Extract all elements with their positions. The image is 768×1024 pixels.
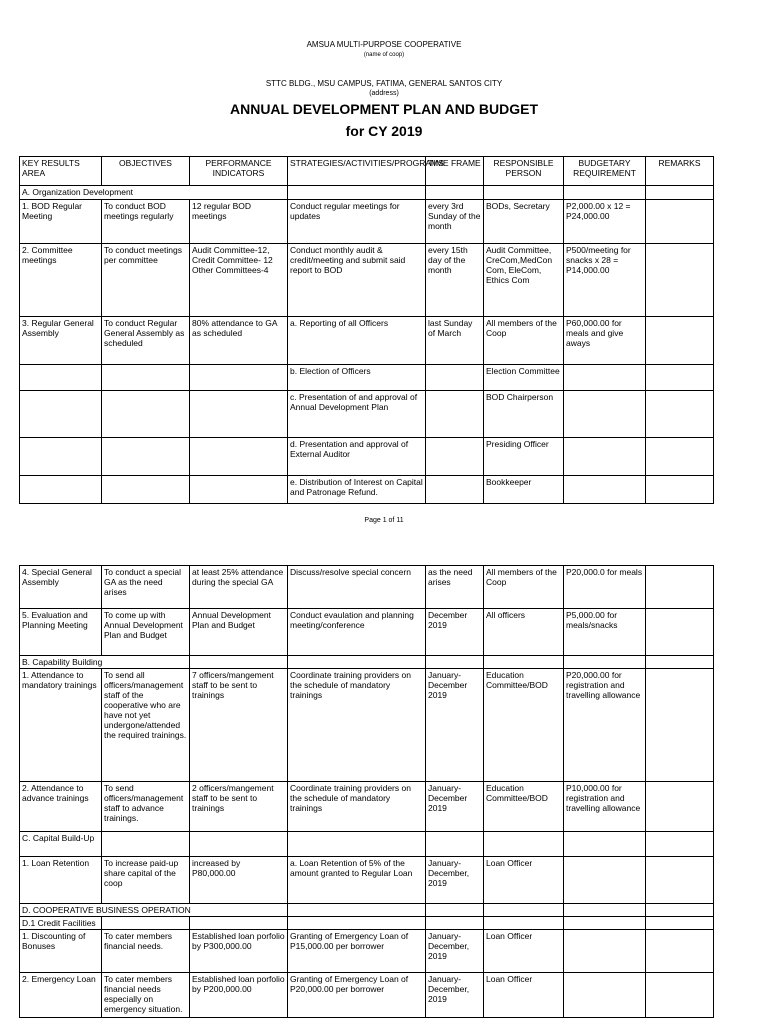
section-row bbox=[20, 904, 714, 917]
cell-budget bbox=[564, 391, 646, 438]
cell-remarks bbox=[646, 391, 714, 438]
empty-cell bbox=[288, 832, 426, 857]
table-row bbox=[20, 857, 714, 904]
empty-cell bbox=[190, 656, 288, 669]
cell-obj: To increase paid-up share capital of the coop bbox=[102, 857, 190, 904]
cell-time bbox=[426, 476, 484, 504]
cell-resp: BODs, Secretary bbox=[484, 200, 564, 244]
empty-cell bbox=[646, 904, 714, 917]
table-row bbox=[20, 609, 714, 656]
cell-strat: Coordinate training providers on the schedule of mandatory trainings bbox=[288, 782, 426, 832]
empty-cell bbox=[484, 917, 564, 930]
cell-remarks bbox=[646, 244, 714, 317]
cell-strat: Conduct regular meetings for updates bbox=[288, 200, 426, 244]
empty-cell bbox=[288, 904, 426, 917]
cell-budget: P2,000.00 x 12 = P24,000.00 bbox=[564, 200, 646, 244]
cell-obj: To conduct a special GA as the need arises bbox=[102, 566, 190, 609]
cell-strat: d. Presentation and approval of External Auditor bbox=[288, 438, 426, 476]
page-footer: Page 1 of 11 bbox=[364, 517, 404, 524]
cell-budget: P500/meeting for snacks x 28 = P14,000.00 bbox=[564, 244, 646, 317]
cell-pi bbox=[190, 365, 288, 391]
empty-cell bbox=[646, 832, 714, 857]
cell-pi: 2 officers/mangement staff to be sent to trainings bbox=[190, 782, 288, 832]
cell-obj: To conduct meetings per committee bbox=[102, 244, 190, 317]
cell-resp: All members of the Coop bbox=[484, 317, 564, 365]
col-header: BUDGETARY REQUIREMENT bbox=[564, 157, 646, 186]
empty-cell bbox=[484, 904, 564, 917]
cell-remarks bbox=[646, 782, 714, 832]
empty-cell bbox=[646, 656, 714, 669]
cell-pi bbox=[190, 391, 288, 438]
col-header: TIME FRAME bbox=[426, 157, 484, 186]
coop-name: AMSUA MULTI-PURPOSE COOPERATIVE bbox=[306, 40, 462, 49]
cell-kra: 1. Loan Retention bbox=[20, 857, 102, 904]
cell-remarks bbox=[646, 317, 714, 365]
cell-strat: a. Reporting of all Officers bbox=[288, 317, 426, 365]
cell-time: as the need arises bbox=[426, 566, 484, 609]
table-row bbox=[20, 391, 714, 438]
cell-time: January-December, 2019 bbox=[426, 930, 484, 973]
cell-strat: Granting of Emergency Loan of P15,000.00 per borrower bbox=[288, 930, 426, 973]
cell-budget bbox=[564, 476, 646, 504]
cell-resp: Presiding Officer bbox=[484, 438, 564, 476]
cell-obj: To conduct BOD meetings regularly bbox=[102, 200, 190, 244]
empty-cell bbox=[288, 917, 426, 930]
coop-name-caption: (name of coop) bbox=[363, 52, 405, 58]
cell-time: every 15th day of the month bbox=[426, 244, 484, 317]
cell-resp: All members of the Coop bbox=[484, 566, 564, 609]
cell-obj bbox=[102, 391, 190, 438]
table-row bbox=[20, 669, 714, 782]
document-subtitle: for CY 2019 bbox=[345, 123, 423, 139]
empty-cell bbox=[190, 917, 288, 930]
col-header: STRATEGIES/ACTIVITIES/PROGRAMS bbox=[288, 157, 426, 186]
empty-cell bbox=[426, 656, 484, 669]
table-row bbox=[20, 365, 714, 391]
cell-obj: To come up with Annual Development Plan and Budget bbox=[102, 609, 190, 656]
cell-resp: Loan Officer bbox=[484, 857, 564, 904]
cell-kra bbox=[20, 476, 102, 504]
empty-cell bbox=[288, 656, 426, 669]
section-label: B. Capability Building bbox=[20, 656, 190, 669]
cell-strat: Conduct monthly audit & credit/meeting and submit said report to BOD bbox=[288, 244, 426, 317]
cell-remarks bbox=[646, 669, 714, 782]
empty-cell bbox=[426, 832, 484, 857]
cell-resp: All officers bbox=[484, 609, 564, 656]
empty-cell bbox=[564, 917, 646, 930]
table-row bbox=[20, 973, 714, 1018]
cell-remarks bbox=[646, 973, 714, 1018]
cell-kra: 1. Attendance to mandatory trainings bbox=[20, 669, 102, 782]
cell-pi: Annual Development Plan and Budget bbox=[190, 609, 288, 656]
cell-kra: 4. Special General Assembly bbox=[20, 566, 102, 609]
empty-cell bbox=[426, 904, 484, 917]
cell-strat: b. Election of Officers bbox=[288, 365, 426, 391]
plan-table-page-2 bbox=[19, 565, 714, 1018]
table-row bbox=[20, 930, 714, 973]
empty-cell bbox=[484, 832, 564, 857]
cell-strat: Conduct evaulation and planning meeting/conference bbox=[288, 609, 426, 656]
cell-strat: a. Loan Retention of 5% of the amount granted to Regular Loan bbox=[288, 857, 426, 904]
empty-cell bbox=[564, 656, 646, 669]
table-row bbox=[20, 566, 714, 609]
address-caption: (address) bbox=[369, 90, 399, 97]
cell-kra: 3. Regular General Assembly bbox=[20, 317, 102, 365]
cell-kra bbox=[20, 365, 102, 391]
col-header: REMARKS bbox=[646, 157, 714, 186]
cell-pi: 80% attendance to GA as scheduled bbox=[190, 317, 288, 365]
cell-kra: 2. Committee meetings bbox=[20, 244, 102, 317]
cell-obj bbox=[102, 476, 190, 504]
section-label: D. COOPERATIVE BUSINESS OPERATION bbox=[20, 904, 288, 917]
cell-kra: 2. Emergency Loan bbox=[20, 973, 102, 1018]
cell-budget: P20,000.00 for registration and travelling allowance bbox=[564, 669, 646, 782]
cell-remarks bbox=[646, 200, 714, 244]
cell-pi: Established loan porfolio by P300,000.00 bbox=[190, 930, 288, 973]
cell-time bbox=[426, 438, 484, 476]
section-label: C. Capital Build-Up bbox=[20, 832, 102, 857]
cell-resp: Audit Committee, CreCom,MedCon Com, EleCom, Ethics Com bbox=[484, 244, 564, 317]
table-row bbox=[20, 200, 714, 244]
cell-budget: P10,000.00 for registration and travelling allowance bbox=[564, 782, 646, 832]
cell-budget bbox=[564, 930, 646, 973]
cell-time: December 2019 bbox=[426, 609, 484, 656]
empty-cell bbox=[564, 904, 646, 917]
cell-remarks bbox=[646, 566, 714, 609]
cell-remarks bbox=[646, 930, 714, 973]
plan-table-page-1 bbox=[19, 156, 714, 504]
empty-cell bbox=[646, 917, 714, 930]
col-header: RESPONSIBLE PERSON bbox=[484, 157, 564, 186]
cell-time: January-December 2019 bbox=[426, 782, 484, 832]
coop-address: STTC BLDG., MSU CAMPUS, FATIMA, GENERAL SANTOS CITY bbox=[265, 79, 503, 88]
cell-kra bbox=[20, 391, 102, 438]
empty-cell bbox=[564, 832, 646, 857]
empty-cell bbox=[484, 656, 564, 669]
cell-strat: c. Presentation of and approval of Annual Development Plan bbox=[288, 391, 426, 438]
cell-pi: Audit Committee-12, Credit Committee- 12 Other Committees-4 bbox=[190, 244, 288, 317]
cell-budget bbox=[564, 973, 646, 1018]
cell-budget bbox=[564, 365, 646, 391]
cell-budget bbox=[564, 857, 646, 904]
cell-remarks bbox=[646, 476, 714, 504]
cell-pi: increased by P80,000.00 bbox=[190, 857, 288, 904]
table-row bbox=[20, 782, 714, 832]
cell-remarks bbox=[646, 857, 714, 904]
cell-resp: Education Committee/BOD bbox=[484, 669, 564, 782]
section-row bbox=[20, 186, 714, 200]
cell-kra bbox=[20, 438, 102, 476]
cell-kra: 1. BOD Regular Meeting bbox=[20, 200, 102, 244]
section-row bbox=[20, 917, 714, 930]
cell-pi bbox=[190, 476, 288, 504]
cell-time: January-December, 2019 bbox=[426, 857, 484, 904]
cell-time: January-December, 2019 bbox=[426, 973, 484, 1018]
cell-remarks bbox=[646, 609, 714, 656]
cell-time bbox=[426, 391, 484, 438]
cell-resp: Loan Officer bbox=[484, 930, 564, 973]
cell-strat: Coordinate training providers on the schedule of mandatory trainings bbox=[288, 669, 426, 782]
table-header-row bbox=[20, 157, 714, 186]
cell-pi: 7 officers/mangement staff to be sent to trainings bbox=[190, 669, 288, 782]
cell-obj: To conduct Regular General Assembly as scheduled bbox=[102, 317, 190, 365]
cell-kra: 2. Attendance to advance trainings bbox=[20, 782, 102, 832]
cell-obj bbox=[102, 365, 190, 391]
col-header: OBJECTIVES bbox=[102, 157, 190, 186]
section-row bbox=[20, 656, 714, 669]
cell-time: every 3rd Sunday of the month bbox=[426, 200, 484, 244]
cell-obj: To send officers/management staff to advance trainings. bbox=[102, 782, 190, 832]
col-header: PERFORMANCE INDICATORS bbox=[190, 157, 288, 186]
section-row bbox=[20, 832, 714, 857]
section-label: A. Organization Development bbox=[20, 186, 190, 200]
table-row bbox=[20, 244, 714, 317]
table-row bbox=[20, 438, 714, 476]
cell-time: last Sunday of March bbox=[426, 317, 484, 365]
page-break bbox=[0, 527, 768, 565]
cell-remarks bbox=[646, 438, 714, 476]
cell-obj bbox=[102, 438, 190, 476]
empty-cell bbox=[102, 832, 190, 857]
cell-resp: BOD Chairperson bbox=[484, 391, 564, 438]
table-row bbox=[20, 317, 714, 365]
cell-budget bbox=[564, 438, 646, 476]
cell-strat: Granting of Emergency Loan of P20,000.00 per borrower bbox=[288, 973, 426, 1018]
cell-remarks bbox=[646, 365, 714, 391]
cell-time: January-December 2019 bbox=[426, 669, 484, 782]
cell-resp: Bookkeeper bbox=[484, 476, 564, 504]
cell-obj: To send all officers/management staff of the cooperative who are have not yet undergone/attended the required trainings. bbox=[102, 669, 190, 782]
cell-obj: To cater members financial needs especially on emergency situation. bbox=[102, 973, 190, 1018]
cell-pi: 12 regular BOD meetings bbox=[190, 200, 288, 244]
empty-cell bbox=[102, 917, 190, 930]
cell-budget: P20,000.0 for meals bbox=[564, 566, 646, 609]
cell-kra: 5. Evaluation and Planning Meeting bbox=[20, 609, 102, 656]
col-header: KEY RESULTS AREA bbox=[20, 157, 102, 186]
cell-obj: To cater members financial needs. bbox=[102, 930, 190, 973]
section-label: D.1 Credit Facilities bbox=[20, 917, 102, 930]
cell-strat: Discuss/resolve special concern bbox=[288, 566, 426, 609]
empty-cell bbox=[426, 917, 484, 930]
cell-budget: P60,000.00 for meals and give aways bbox=[564, 317, 646, 365]
table-row bbox=[20, 476, 714, 504]
cell-strat: e. Distribution of Interest on Capital and Patronage Refund. bbox=[288, 476, 426, 504]
empty-cell bbox=[190, 832, 288, 857]
cell-time bbox=[426, 365, 484, 391]
cell-resp: Education Committee/BOD bbox=[484, 782, 564, 832]
cell-budget: P5,000.00 for meals/snacks bbox=[564, 609, 646, 656]
cell-pi: Established loan porfolio by P200,000.00 bbox=[190, 973, 288, 1018]
cell-pi: at least 25% attendance during the special GA bbox=[190, 566, 288, 609]
cell-kra: 1. Discounting of Bonuses bbox=[20, 930, 102, 973]
document-title: ANNUAL DEVELOPMENT PLAN AND BUDGET bbox=[229, 101, 538, 117]
cell-pi bbox=[190, 438, 288, 476]
cell-resp: Loan Officer bbox=[484, 973, 564, 1018]
cell-resp: Election Committee bbox=[484, 365, 564, 391]
